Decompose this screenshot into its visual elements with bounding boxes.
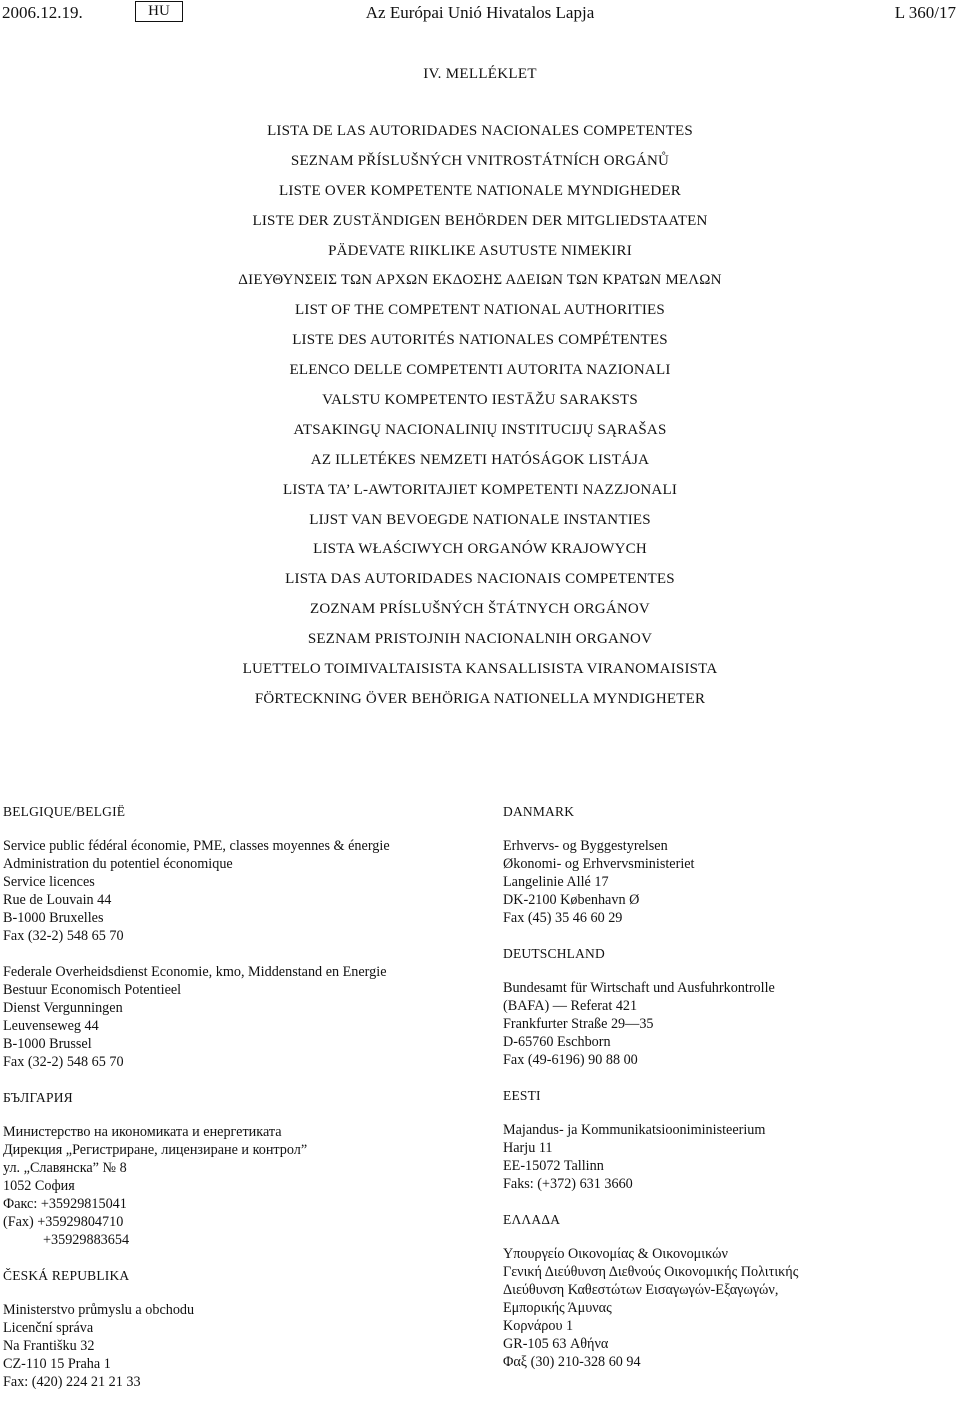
address-line: Frankfurter Straße 29—35 <box>503 1016 654 1032</box>
country-heading-germany: DEUTSCHLAND <box>503 946 605 961</box>
list-title: LISTA DE LAS AUTORIDADES NACIONALES COMPETENTES <box>267 123 693 139</box>
right-column <box>503 803 953 1389</box>
list-title: LISTA DAS AUTORIDADES NACIONAIS COMPETENTES <box>285 571 675 588</box>
address-line: DK-2100 København Ø <box>503 892 640 908</box>
address-line: Dienst Vergunningen <box>3 1000 123 1016</box>
address-bulgaria <box>3 1123 473 1249</box>
address-line: D-65760 Eschborn <box>503 1034 611 1050</box>
publication-date: 2006.12.19. <box>2 3 83 22</box>
country-heading-estonia: EESTI <box>503 1088 541 1103</box>
address-line: B-1000 Brussel <box>3 1036 92 1052</box>
list-title: LISTA TA’ L-AWTORITAJIET KOMPETENTI NAZZJONALI <box>282 481 678 498</box>
page-header <box>0 0 960 30</box>
list-title: ELENCO DELLE COMPETENTI AUTORITA NAZIONALI <box>289 362 671 379</box>
address-line: Дирекция „Регистриране, лицензиране и контрол” <box>3 1142 308 1158</box>
address-line: Service public fédéral économie, PME, classes moyennes & énergie <box>3 838 390 854</box>
language-code-box: HU <box>135 1 183 22</box>
address-line: EE-15072 Tallinn <box>503 1158 604 1174</box>
country-heading-czech: ČESKÁ REPUBLIKA <box>3 1268 130 1283</box>
list-title: SEZNAM PŘÍSLUŠNÝCH VNITROSTÁTNÍCH ORGÁNŮ <box>290 152 670 169</box>
country-heading-bulgaria: БЪЛГАРИЯ <box>3 1090 73 1105</box>
address-line: (BAFA) — Referat 421 <box>503 998 638 1014</box>
address-line: Ministerstvo průmyslu a obchodu <box>3 1302 195 1318</box>
fax-line: Fax (49-6196) 90 88 00 <box>503 1052 638 1068</box>
list-title: PÄDEVATE RIIKLIKE ASUTUSTE NIMEKIRI <box>328 242 632 259</box>
address-line: Bestuur Economisch Potentieel <box>3 982 182 998</box>
address-line: Service licences <box>3 874 95 890</box>
address-line: Κορνάρου 1 <box>503 1318 574 1334</box>
annex-title: IV. MELLÉKLET <box>423 66 537 82</box>
address-line: GR-105 63 Αθήνα <box>503 1336 609 1352</box>
fax-line: (Fax) +35929804710 <box>3 1214 124 1230</box>
address-line: 1052 София <box>3 1178 75 1194</box>
journal-title: Az Európai Unió Hivatalos Lapja <box>365 3 595 22</box>
list-title: LIJST VAN BEVOEGDE NATIONALE INSTANTIES <box>309 511 651 528</box>
address-line: Administration du potentiel économique <box>3 856 233 872</box>
address-line: Harju 11 <box>503 1140 553 1156</box>
fax-line: Fax: (420) 224 21 21 33 <box>3 1374 141 1390</box>
address-line: Federale Overheidsdienst Economie, kmo, Middenstand en Energie <box>3 964 387 980</box>
country-heading-belgium: BELGIQUE/BELGIË <box>3 804 126 819</box>
address-belgium-fr <box>3 837 473 945</box>
address-line: B-1000 Bruxelles <box>3 910 104 926</box>
list-title: VALSTU KOMPETENTO IESTĀŽU SARAKSTS <box>322 392 638 409</box>
fax-line: Fax (32-2) 548 65 70 <box>3 928 124 944</box>
fax-line: +35929883654 <box>43 1232 130 1248</box>
fax-line: Fax (32-2) 548 65 70 <box>3 1054 124 1070</box>
fax-line: Факс: +35929815041 <box>3 1196 127 1212</box>
address-greece <box>503 1245 953 1371</box>
address-line: Økonomi- og Erhvervsministeriet <box>503 856 695 872</box>
page-reference: L 360/17 <box>894 3 956 22</box>
list-title: LIST OF THE COMPETENT NATIONAL AUTHORITIES <box>295 302 665 319</box>
fax-line: Φαξ (30) 210-328 60 94 <box>503 1354 641 1370</box>
list-title: SEZNAM PRISTOJNIH NACIONALNIH ORGANOV <box>307 631 653 648</box>
address-germany <box>503 979 953 1069</box>
list-title: ATSAKINGŲ NACIONALINIŲ INSTITUCIJŲ SĄRAŠAS <box>293 421 667 438</box>
address-line: Γενική Διεύθυνση Διεθνούς Οικονομικής Πολιτικής <box>503 1264 799 1280</box>
address-line: Majandus- ja Kommunikatsiooniministeerium <box>503 1122 766 1138</box>
list-title: LUETTELO TOIMIVALTAISISTA KANSALLISISTA VIRANOMAISISTA <box>242 661 718 678</box>
address-line: Διεύθυνση Καθεστώτων Εισαγωγών-Εξαγωγών, <box>503 1282 779 1298</box>
fax-line: Faks: (+372) 631 3660 <box>503 1176 633 1192</box>
country-heading-denmark: DANMARK <box>503 804 575 819</box>
list-title: LISTE OVER KOMPETENTE NATIONALE MYNDIGHEDER <box>279 182 681 199</box>
address-line: Langelinie Allé 17 <box>503 874 609 890</box>
address-line: CZ-110 15 Praha 1 <box>3 1356 111 1372</box>
list-title: ΔΙΕΥΘΥΝΣΕΙΣ ΤΩΝ ΑΡΧΩΝ ΕΚΔΟΣΗΣ ΑΔΕΙΩΝ ΤΩΝ ΚΡΑΤΩΝ ΜΕΛΩΝ <box>238 272 722 289</box>
list-title: FÖRTECKNING ÖVER BEHÖRIGA NATIONELLA MYNDIGHETER <box>254 690 706 707</box>
address-belgium-nl <box>3 963 473 1071</box>
list-title: LISTE DES AUTORITÉS NATIONALES COMPÉTENTES <box>292 332 668 349</box>
list-title: AZ ILLETÉKES NEMZETI HATÓSÁGOK LISTÁJA <box>310 451 650 468</box>
address-line: Licenční správa <box>3 1320 94 1336</box>
list-title: ZOZNAM PRÍSLUŠNÝCH ŠTÁTNYCH ORGÁNOV <box>310 601 650 618</box>
list-title: LISTE DER ZUSTÄNDIGEN BEHÖRDEN DER MITGLIEDSTAATEN <box>252 212 708 229</box>
address-line: Εμπορικής Άμυνας <box>503 1300 612 1316</box>
address-line: Na Františku 32 <box>3 1338 95 1354</box>
authority-list-titles <box>0 117 960 715</box>
address-denmark <box>503 837 953 927</box>
address-estonia <box>503 1121 953 1193</box>
address-line: Υπουργείο Οικονομίας & Οικονομικών <box>503 1246 728 1262</box>
left-column <box>3 803 473 1409</box>
address-line: Bundesamt für Wirtschaft und Ausfuhrkontrolle <box>503 980 775 996</box>
country-heading-greece: ΕΛΛΑΔΑ <box>503 1212 561 1227</box>
address-czech <box>3 1301 473 1391</box>
address-line: Leuvenseweg 44 <box>3 1018 99 1034</box>
address-line: Erhvervs- og Byggestyrelsen <box>503 838 668 854</box>
address-line: Rue de Louvain 44 <box>3 892 112 908</box>
address-line: ул. „Славянска” № 8 <box>3 1160 127 1176</box>
fax-line: Fax (45) 35 46 60 29 <box>503 910 623 926</box>
address-line: Министерство на икономиката и енергетиката <box>3 1124 282 1140</box>
list-title: LISTA WŁAŚCIWYCH ORGANÓW KRAJOWYCH <box>313 541 647 558</box>
